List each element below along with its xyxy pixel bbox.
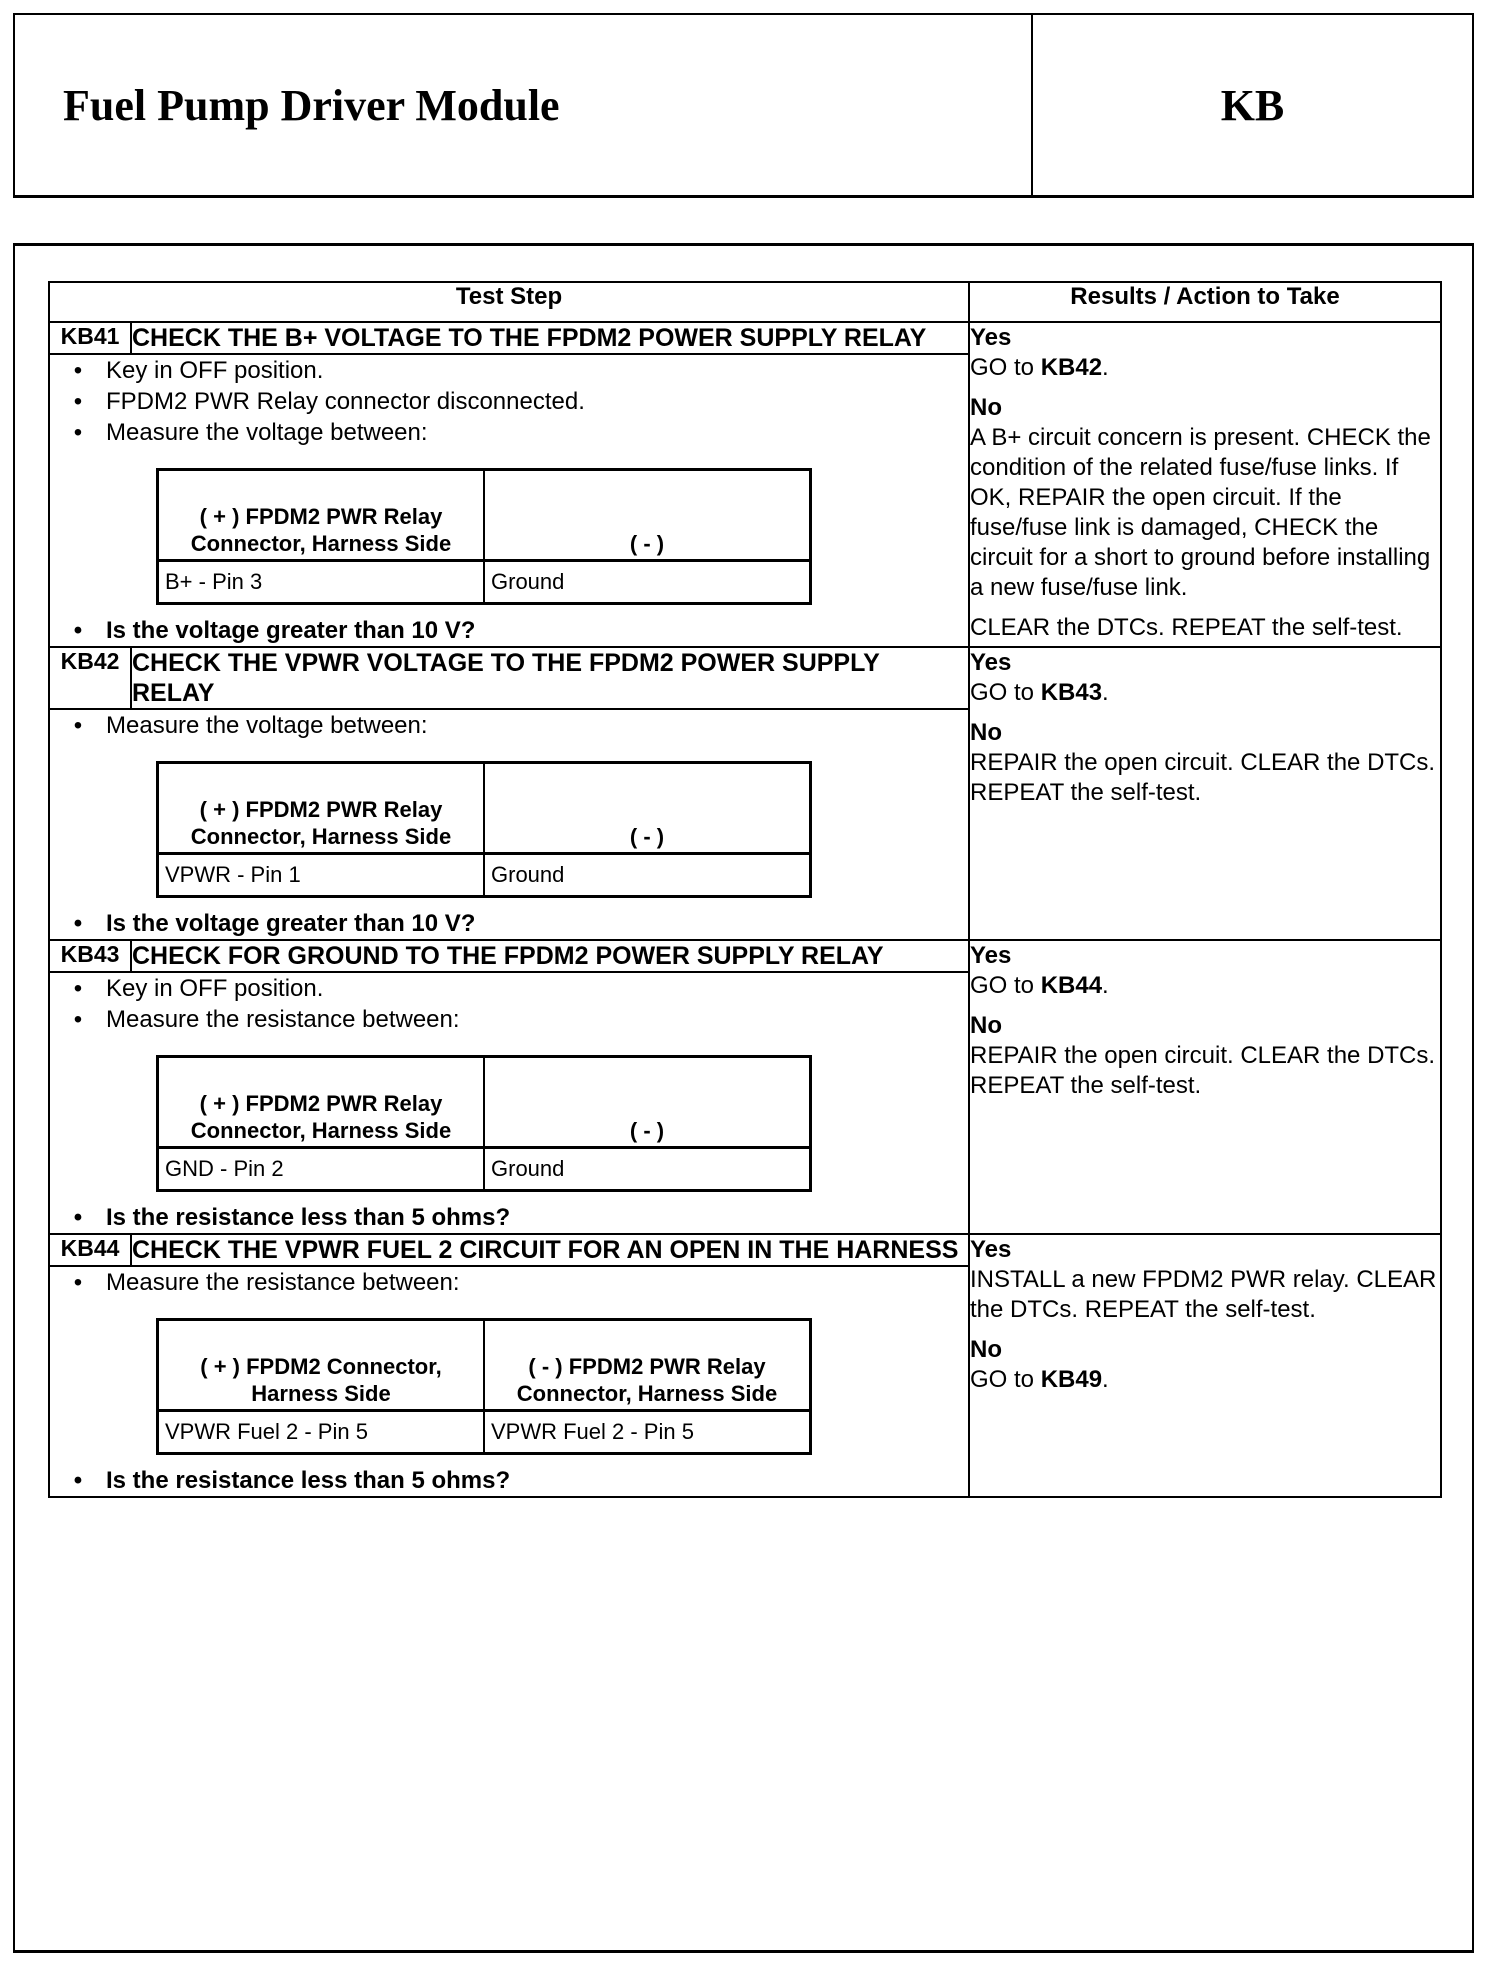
goto-prefix: GO to [970,679,1041,706]
result-yes [970,323,1440,383]
bullet-icon: • [73,975,83,1002]
result-yes [970,1235,1440,1325]
section-code: KB [1220,80,1285,130]
measurement-table [156,1055,812,1192]
measure-neg-header: ( - ) [484,763,811,854]
instruction-list [50,1267,968,1298]
step-code: KB44 [49,1234,131,1266]
instruction-list [50,355,968,448]
step-question [50,615,968,646]
measurement-table [156,761,812,898]
result-no [970,1011,1440,1101]
step-results [969,647,1441,940]
step-code: KB42 [49,647,131,709]
table-header-row [49,282,1441,322]
page-title: Fuel Pump Driver Module [63,80,560,130]
bullet-icon: • [73,712,83,739]
step-question [50,908,968,939]
no-label: No [970,1012,1002,1039]
step-title: CHECK FOR GROUND TO THE FPDM2 POWER SUPPLY RELAY [131,940,969,972]
measure-neg-header: ( - ) [484,470,811,561]
measure-neg-value: VPWR Fuel 2 - Pin 5 [484,1411,811,1454]
yes-action-text: INSTALL a new FPDM2 PWR relay. CLEAR the DTCs. REPEAT the self-test. [970,1266,1437,1323]
bullet-icon: • [73,388,83,415]
result-no [970,393,1440,603]
measure-pos-value: B+ - Pin 3 [158,561,485,604]
instruction-item [50,417,968,448]
step-code: KB43 [49,940,131,972]
goto-suffix: . [1102,679,1109,706]
goto-prefix: GO to [970,354,1041,381]
question-text: Is the voltage greater than 10 V? [106,910,476,937]
goto-step-link[interactable]: KB44 [1040,972,1103,999]
bullet-icon: • [73,357,83,384]
measurement-table [156,468,812,605]
goto-suffix: . [1102,972,1109,999]
step-code: KB41 [49,322,131,354]
step-question [50,1202,968,1233]
measure-neg-header: ( - ) [484,1057,811,1148]
goto-prefix: GO to [970,972,1041,999]
bullet-icon: • [73,1006,83,1033]
bullet-icon: • [73,910,83,937]
step-body [49,709,969,940]
instruction-item [50,386,968,417]
yes-label: Yes [970,1236,1012,1263]
test-step-table [48,281,1442,1498]
instruction-list [50,973,968,1035]
measure-pos-value: VPWR - Pin 1 [158,854,485,897]
instruction-item [50,1267,968,1298]
step-results [969,1234,1441,1497]
page-header [13,13,1474,198]
step-body [49,1266,969,1497]
instruction-text: FPDM2 PWR Relay connector disconnected. [106,388,585,415]
bullet-icon: • [73,419,83,446]
goto-step-link[interactable]: KB42 [1040,354,1103,381]
step-results [969,940,1441,1234]
question-text: Is the resistance less than 5 ohms? [106,1204,511,1231]
goto-step-link[interactable]: KB43 [1040,679,1103,706]
measure-pos-value: GND - Pin 2 [158,1148,485,1191]
goto-prefix: GO to [970,1366,1041,1393]
no-label: No [970,1336,1002,1363]
page-title-cell [15,15,1033,195]
step-body [49,972,969,1234]
instruction-text: Key in OFF position. [106,357,324,384]
result-no [970,1335,1440,1395]
no-label: No [970,719,1002,746]
yes-label: Yes [970,649,1012,676]
col-header-results: Results / Action to Take [969,282,1441,322]
no-label: No [970,394,1002,421]
measure-neg-value: Ground [484,561,811,604]
measure-neg-header: ( - ) FPDM2 PWR Relay Connector, Harness Side [484,1320,811,1411]
step-title: CHECK THE B+ VOLTAGE TO THE FPDM2 POWER SUPPLY RELAY [131,322,969,354]
col-header-test-step: Test Step [49,282,969,322]
no-action-text: A B+ circuit concern is present. CHECK the condition of the related fuse/fuse links. If OK, REPAIR the open circuit. If the fuse/fuse link is damaged, CHECK the circuit for a short to ground before installing a new fuse/fuse link. [970,424,1431,601]
measure-neg-value: Ground [484,1148,811,1191]
no-action-text: REPAIR the open circuit. CLEAR the DTCs. REPEAT the self-test. [970,749,1436,806]
result-no [970,718,1440,808]
question-text: Is the resistance less than 5 ohms? [106,1467,511,1494]
instruction-list [50,710,968,741]
measure-pos-header: ( + ) FPDM2 PWR Relay Connector, Harness Side [158,1057,485,1148]
step-title-row [49,322,1441,354]
result-yes [970,941,1440,1001]
bullet-icon: • [73,1269,83,1296]
instruction-item [50,355,968,386]
measure-neg-value: Ground [484,854,811,897]
instruction-item [50,973,968,1004]
no-extra-text: CLEAR the DTCs. REPEAT the self-test. [970,614,1403,641]
step-title-row [49,1234,1441,1266]
goto-suffix: . [1102,1366,1109,1393]
step-body [49,354,969,647]
measure-pos-value: VPWR Fuel 2 - Pin 5 [158,1411,485,1454]
bullet-icon: • [73,1467,83,1494]
result-yes [970,648,1440,708]
measurement-table [156,1318,812,1455]
instruction-text: Key in OFF position. [106,975,324,1002]
instruction-text: Measure the resistance between: [106,1269,460,1296]
yes-label: Yes [970,942,1012,969]
instruction-text: Measure the voltage between: [106,712,428,739]
instruction-text: Measure the resistance between: [106,1006,460,1033]
bullet-icon: • [73,1204,83,1231]
step-title: CHECK THE VPWR FUEL 2 CIRCUIT FOR AN OPEN IN THE HARNESS [131,1234,969,1266]
instruction-text: Measure the voltage between: [106,419,428,446]
measure-pos-header: ( + ) FPDM2 PWR Relay Connector, Harness Side [158,763,485,854]
step-question [50,1465,968,1496]
step-results [969,322,1441,647]
yes-label: Yes [970,324,1012,351]
goto-step-link[interactable]: KB49 [1040,1366,1103,1393]
goto-suffix: . [1102,354,1109,381]
step-title: CHECK THE VPWR VOLTAGE TO THE FPDM2 POWER SUPPLY RELAY [131,647,969,709]
step-title-row [49,940,1441,972]
section-code-cell [1033,15,1472,195]
question-text: Is the voltage greater than 10 V? [106,617,476,644]
no-action-text: REPAIR the open circuit. CLEAR the DTCs. REPEAT the self-test. [970,1042,1436,1099]
instruction-item [50,1004,968,1035]
bullet-icon: • [73,617,83,644]
step-title-row [49,647,1441,709]
measure-pos-header: ( + ) FPDM2 Connector, Harness Side [158,1320,485,1411]
measure-pos-header: ( + ) FPDM2 PWR Relay Connector, Harness Side [158,470,485,561]
instruction-item [50,710,968,741]
